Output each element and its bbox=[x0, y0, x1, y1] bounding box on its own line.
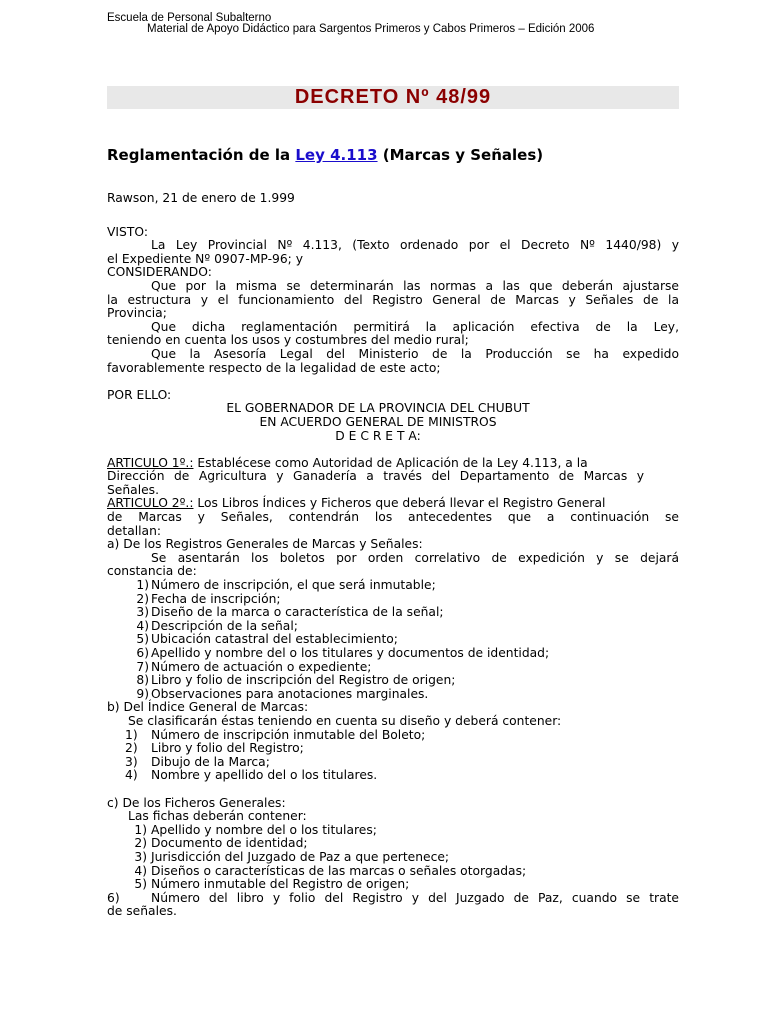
decree-banner bbox=[107, 86, 679, 109]
article-2-label: ARTICULO 2º.: bbox=[107, 496, 194, 511]
list-item bbox=[107, 674, 679, 688]
list-item-text: Dibujo de la Marca; bbox=[151, 754, 270, 769]
header-line-2: Material de Apoyo Didáctico para Sargentos Primeros y Cabos Primeros – Edición 2006 bbox=[147, 23, 595, 35]
list-item-number: 1) bbox=[125, 727, 138, 742]
list-item-number: 8) bbox=[136, 673, 149, 688]
section-c-label: c) De los Ficheros Generales: bbox=[107, 795, 286, 810]
list-item-number: 5) bbox=[134, 877, 147, 892]
list-item-number: 1) bbox=[136, 578, 149, 593]
list-item-text: Jurisdicción del Juzgado de Paz a que pertenece; bbox=[151, 849, 450, 864]
section-a-intro: Se asentarán los boletos por orden correlativo de expedición y se dejará bbox=[151, 550, 679, 565]
heading-prefix: Reglamentación de la bbox=[107, 146, 296, 164]
section-b-list bbox=[107, 729, 679, 783]
list-item-number: 4) bbox=[136, 618, 149, 633]
page-heading bbox=[107, 145, 543, 165]
list-item-number: 7) bbox=[136, 659, 149, 674]
list-item-text: Ubicación catastral del establecimiento; bbox=[151, 632, 398, 647]
decree-title: DECRETO Nº 48/99 bbox=[294, 86, 492, 108]
heading-suffix: (Marcas y Señales) bbox=[377, 146, 544, 164]
list-item-number: 4) bbox=[134, 863, 147, 878]
list-item-number: 5) bbox=[136, 632, 149, 647]
list-item-text: Número del libro y folio del Registro y del Juzgado de Paz, cuando se trate bbox=[151, 890, 679, 905]
section-c-intro: Las fichas deberán contener: bbox=[128, 809, 307, 824]
list-item-number: 6) bbox=[136, 646, 149, 660]
considerando-text: favorablemente respecto de la legalidad de este acto; bbox=[107, 360, 441, 375]
list-item-text: Diseño de la marca o característica de la señal; bbox=[151, 605, 444, 620]
list-item-number: 3) bbox=[136, 605, 149, 620]
considerando-text: Provincia; bbox=[107, 306, 167, 321]
considerando-text: la estructura y el funcionamiento del Registro General de Marcas y Señales de la bbox=[107, 292, 679, 307]
list-item bbox=[107, 756, 679, 770]
header-line-1: Escuela de Personal Subalterno bbox=[107, 12, 272, 24]
article-2-text: detallan: bbox=[107, 523, 162, 538]
section-a-label: a) De los Registros Generales de Marcas y Señales: bbox=[107, 537, 423, 552]
list-item-number: 4) bbox=[125, 768, 138, 783]
por-ello: POR ELLO: bbox=[107, 387, 172, 402]
article-2-text: de Marcas y Señales, contendrán los antecedentes que a continuación se bbox=[107, 510, 679, 525]
decreta: D E C R E T A: bbox=[335, 428, 421, 443]
section-a-list bbox=[107, 579, 679, 701]
place-date: Rawson, 21 de enero de 1.999 bbox=[107, 191, 295, 205]
list-item-text: Nombre y apellido del o los titulares. bbox=[151, 768, 378, 783]
list-item-text: Descripción de la señal; bbox=[151, 618, 298, 633]
law-link[interactable]: Ley 4.113 bbox=[295, 146, 378, 164]
list-item bbox=[107, 851, 679, 865]
list-item-text: Observaciones para anotaciones marginales. bbox=[151, 686, 429, 701]
list-item-text: Libro y folio de inscripción del Registro de origen; bbox=[151, 673, 456, 688]
considerando-text: Que la Asesoría Legal del Ministerio de la Producción se ha expedido bbox=[151, 346, 679, 361]
article-1-text: Dirección de Agricultura y Ganadería a través del Departamento de Marcas y bbox=[107, 469, 644, 484]
section-c-list bbox=[107, 824, 679, 892]
list-item-text: Documento de identidad; bbox=[151, 836, 308, 851]
article-1-label: ARTICULO 1º.: bbox=[107, 455, 194, 470]
list-item bbox=[107, 837, 679, 851]
list-item-text: Fecha de inscripción; bbox=[151, 591, 281, 606]
list-item bbox=[107, 824, 679, 838]
considerando-text: teniendo en cuenta los usos y costumbres del medio rural; bbox=[107, 333, 469, 348]
list-item-number: 2) bbox=[136, 591, 149, 606]
list-item-number: 9) bbox=[136, 686, 149, 701]
list-item-text: Número de actuación o expediente; bbox=[151, 659, 372, 674]
visto-text: el Expediente Nº 0907-MP-96; y bbox=[107, 251, 303, 266]
list-item bbox=[107, 647, 679, 661]
section-a-intro: constancia de: bbox=[107, 564, 197, 579]
gobernador: EL GOBERNADOR DE LA PROVINCIA DEL CHUBUT bbox=[226, 401, 530, 416]
list-item bbox=[107, 865, 679, 879]
list-item bbox=[107, 593, 679, 607]
list-item bbox=[107, 878, 679, 892]
acuerdo: EN ACUERDO GENERAL DE MINISTROS bbox=[259, 414, 497, 429]
considerando-text: Que por la misma se determinarán las normas a las que deberán ajustarse bbox=[151, 278, 679, 293]
list-item-number: 3) bbox=[125, 754, 138, 769]
list-item bbox=[107, 729, 679, 743]
list-item-number: 3) bbox=[134, 849, 147, 864]
list-item-number: 6) bbox=[107, 890, 120, 905]
considerando-text: Que dicha reglamentación permitirá la aplicación efectiva de la Ley, bbox=[151, 319, 679, 334]
decree-body bbox=[107, 192, 679, 919]
article-2-text: Los Libros Índices y Ficheros que deberá llevar el Registro General bbox=[193, 496, 606, 511]
section-b-intro: Se clasificarán éstas teniendo en cuenta su diseño y deberá contener: bbox=[128, 713, 562, 728]
list-item bbox=[107, 606, 679, 620]
list-item bbox=[107, 769, 679, 783]
list-item-number: 2) bbox=[134, 836, 147, 851]
list-item-text: Diseños o características de las marcas o señales otorgadas; bbox=[151, 863, 527, 878]
article-1-text: Establécese como Autoridad de Aplicación de la Ley 4.113, a la bbox=[193, 455, 588, 470]
list-item-text: Apellido y nombre del o los titulares y documentos de identidad; bbox=[151, 646, 550, 660]
list-item bbox=[107, 633, 679, 647]
list-item bbox=[107, 742, 679, 756]
list-item bbox=[107, 661, 679, 675]
article-1 bbox=[107, 457, 679, 471]
list-item-number: 2) bbox=[125, 741, 138, 756]
list-item-continuation: de señales. bbox=[107, 904, 177, 919]
visto-text: La Ley Provincial Nº 4.113, (Texto ordenado por el Decreto Nº 1440/98) y bbox=[151, 238, 679, 253]
article-1-text: Señales. bbox=[107, 482, 159, 497]
list-item bbox=[107, 620, 679, 634]
list-item-text: Número de inscripción inmutable del Boleto; bbox=[151, 727, 426, 742]
considerando-label: CONSIDERANDO: bbox=[107, 265, 212, 280]
list-item-text: Apellido y nombre del o los titulares; bbox=[151, 822, 377, 837]
list-item bbox=[107, 892, 679, 906]
list-item-text: Número de inscripción, el que será inmutable; bbox=[151, 578, 436, 593]
section-b-label: b) Del Índice General de Marcas: bbox=[107, 700, 309, 715]
list-item bbox=[107, 579, 679, 593]
list-item-text: Libro y folio del Registro; bbox=[151, 741, 304, 756]
list-item-number: 1) bbox=[134, 822, 147, 837]
visto-label: VISTO: bbox=[107, 224, 148, 239]
article-2 bbox=[107, 497, 679, 511]
list-item-text: Número inmutable del Registro de origen; bbox=[151, 877, 410, 892]
